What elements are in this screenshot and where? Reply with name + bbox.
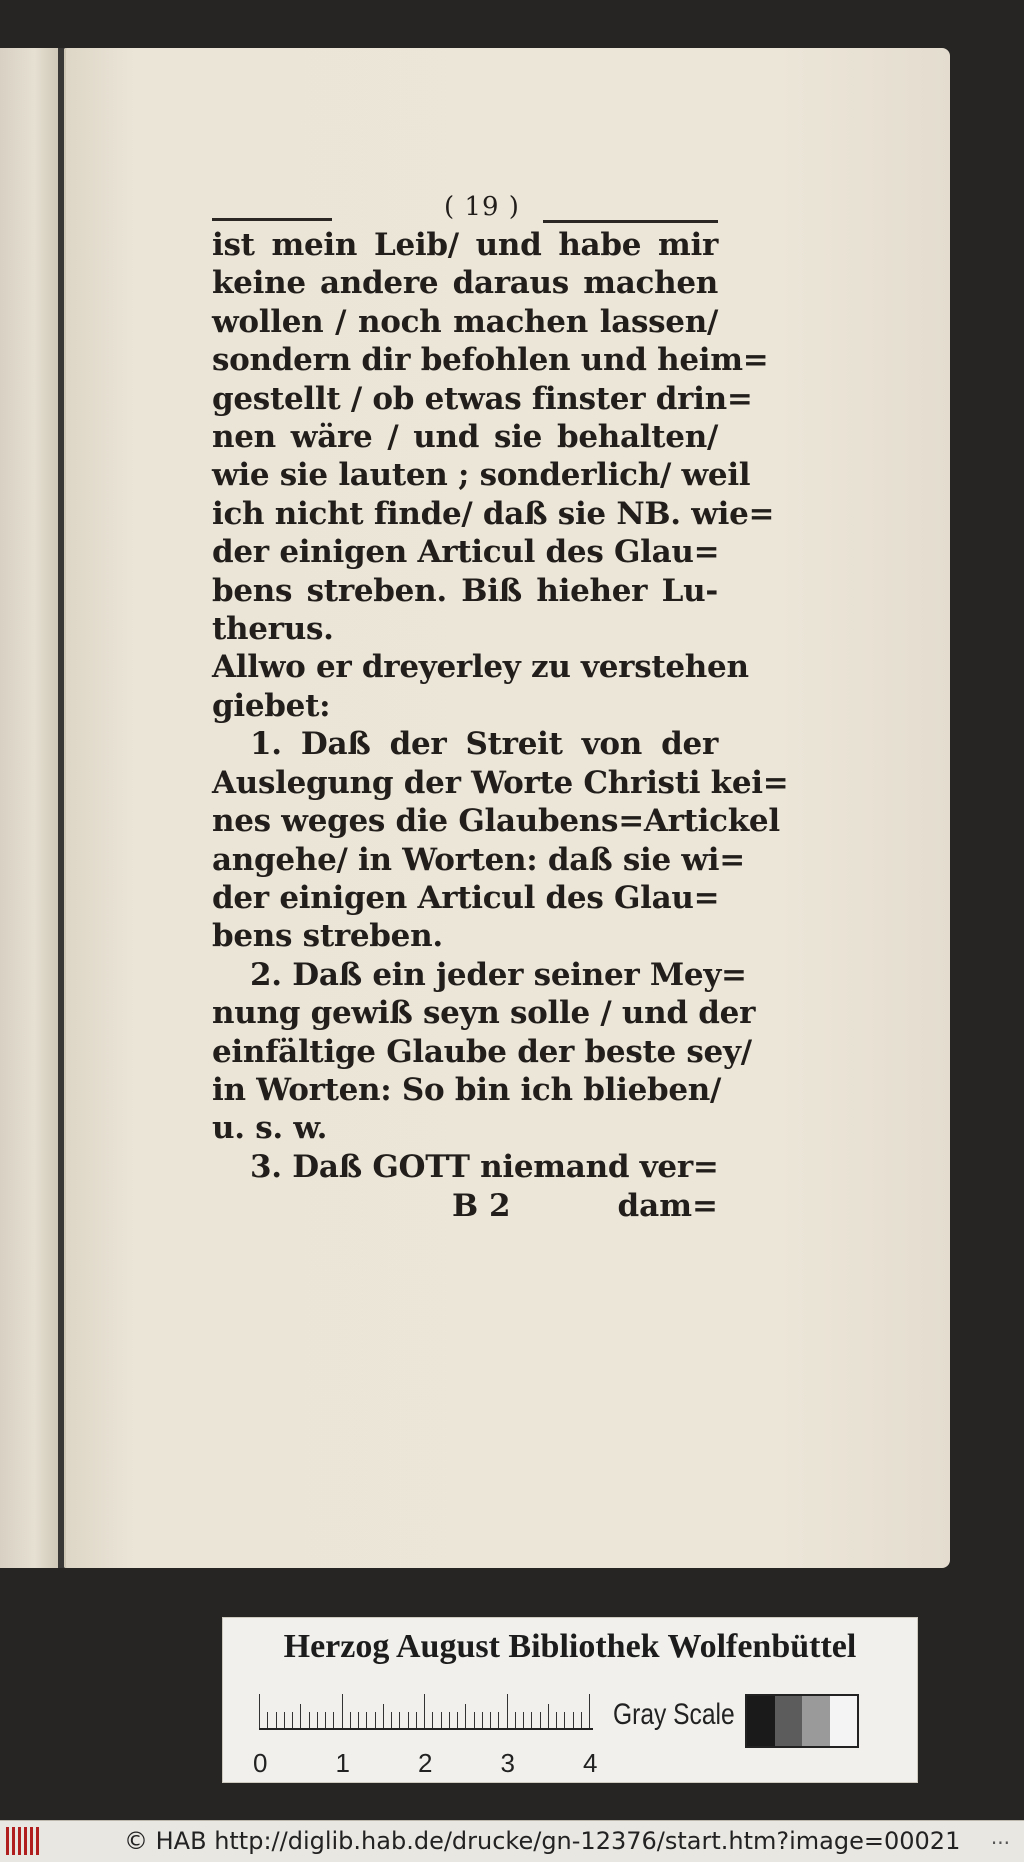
page-number: ( 19 ): [444, 192, 520, 222]
page-text-block: [212, 192, 789, 1232]
ruler-tick: [399, 1712, 400, 1728]
ruler-number: 4: [583, 1748, 598, 1778]
ruler-tick: [325, 1712, 326, 1728]
ruler-tick: [465, 1704, 466, 1728]
ruler-tick: [548, 1704, 549, 1728]
text-line: ist mein Leib/ und habe mir: [212, 227, 718, 263]
footer-copyright-link[interactable]: © HAB http://diglib.hab.de/drucke/gn-12376/start.htm?image=00021: [124, 1827, 961, 1855]
text-line: giebet:: [212, 687, 331, 724]
hab-logo-icon[interactable]: [6, 1827, 44, 1855]
text-line: therus.: [212, 611, 334, 648]
text-line: ich nicht finde/ daß sie NB. wie=: [212, 495, 775, 532]
ruler-tick: [589, 1694, 590, 1728]
ruler-tick: [366, 1712, 367, 1728]
text-line: bens streben. Biß hieher Lu-: [212, 572, 718, 609]
more-options-button[interactable]: ...: [990, 1825, 1010, 1849]
ruler-tick: [276, 1712, 277, 1728]
ruler-number: 2: [418, 1748, 433, 1778]
text-line: gestellt / ob etwas finster drin=: [212, 380, 753, 417]
text-line: keine andere daraus machen: [212, 265, 718, 302]
ruler-tick: [424, 1694, 425, 1728]
cm-ruler: [259, 1696, 593, 1746]
ruler-tick: [556, 1712, 557, 1728]
header-rule-left: [212, 218, 332, 221]
gray-scale-swatches: [745, 1694, 859, 1748]
ruler-tick: [267, 1712, 268, 1728]
ruler-tick: [284, 1712, 285, 1728]
ruler-tick: [498, 1712, 499, 1728]
signature-mark: B 2: [452, 1188, 511, 1225]
ruler-tick: [408, 1712, 409, 1728]
color-target-card: [222, 1617, 918, 1783]
text-line: bens streben.: [212, 918, 443, 955]
text-line: wollen / noch machen lassen/: [212, 303, 718, 340]
ruler-tick: [449, 1712, 450, 1728]
text-line: nes weges die Glaubens=Artickel: [212, 803, 780, 840]
ruler-tick: [309, 1712, 310, 1728]
ruler-tick: [540, 1712, 541, 1728]
ruler-tick: [391, 1712, 392, 1728]
ruler-tick: [292, 1712, 293, 1728]
ruler-number: 3: [500, 1748, 515, 1778]
text-line: angehe/ in Worten: daß sie wi=: [212, 841, 745, 878]
page-footer-line: [212, 1188, 718, 1232]
text-line: Allwo er dreyerley zu verstehen: [212, 649, 749, 686]
text-line: wie sie lauten ; sonderlich/ weil: [212, 457, 751, 494]
text-line: der einigen Articul des Glau=: [212, 879, 720, 916]
ruler-tick: [482, 1712, 483, 1728]
text-line: nen wäre / und sie behalten/: [212, 419, 718, 456]
ruler-tick: [573, 1712, 574, 1728]
ruler-baseline: [259, 1728, 593, 1730]
ruler-tick: [300, 1704, 301, 1728]
text-line: in Worten: So bin ich blieben/: [212, 1071, 722, 1108]
text-line: Auslegung der Worte Christi kei=: [212, 764, 789, 801]
ruler-tick: [523, 1712, 524, 1728]
ruler-tick: [507, 1694, 508, 1728]
ruler-tick: [375, 1712, 376, 1728]
text-line: der einigen Articul des Glau=: [212, 534, 720, 571]
ruler-tick: [342, 1694, 343, 1728]
ruler-tick: [317, 1712, 318, 1728]
gray-swatch: [802, 1696, 830, 1746]
ruler-tick: [564, 1712, 565, 1728]
ruler-tick: [457, 1712, 458, 1728]
card-title: Herzog August Bibliothek Wolfenbüttel: [283, 1628, 857, 1665]
catchword: dam=: [617, 1188, 718, 1225]
ruler-tick: [416, 1712, 417, 1728]
gray-swatch: [747, 1696, 775, 1746]
footer-bar: [0, 1820, 1024, 1862]
ruler-number: 0: [253, 1748, 268, 1778]
text-line: nung gewiß seyn solle / und der: [212, 995, 756, 1032]
ruler-numbers: [245, 1748, 625, 1776]
ruler-tick: [490, 1712, 491, 1728]
ruler-tick: [432, 1712, 433, 1728]
text-line: 1. Daß der Streit von der: [250, 726, 718, 763]
gray-swatch: [830, 1696, 858, 1746]
ruler-tick: [333, 1712, 334, 1728]
ruler-tick: [259, 1694, 260, 1728]
ruler-tick: [531, 1712, 532, 1728]
ruler-tick: [474, 1712, 475, 1728]
text-line: 2. Daß ein jeder seiner Mey=: [250, 956, 747, 993]
gray-scale-label: Gray Scale: [613, 1698, 735, 1731]
gray-swatch: [775, 1696, 803, 1746]
ruler-tick: [581, 1712, 582, 1728]
ruler-tick: [441, 1712, 442, 1728]
ruler-tick: [383, 1704, 384, 1728]
header-rule-right: [543, 220, 718, 223]
text-line: 3. Daß GOTT niemand ver=: [250, 1148, 719, 1185]
left-page-edge: [0, 48, 58, 1568]
text-line: sondern dir befohlen und heim=: [212, 342, 769, 379]
ruler-tick: [350, 1712, 351, 1728]
text-lines: [212, 226, 789, 1186]
ruler-number: 1: [335, 1748, 350, 1778]
page-header: [212, 192, 718, 226]
ruler-tick: [358, 1712, 359, 1728]
ruler-tick: [515, 1712, 516, 1728]
text-line: einfältige Glaube der beste sey/: [212, 1033, 752, 1070]
text-line: u. s. w.: [212, 1110, 328, 1147]
